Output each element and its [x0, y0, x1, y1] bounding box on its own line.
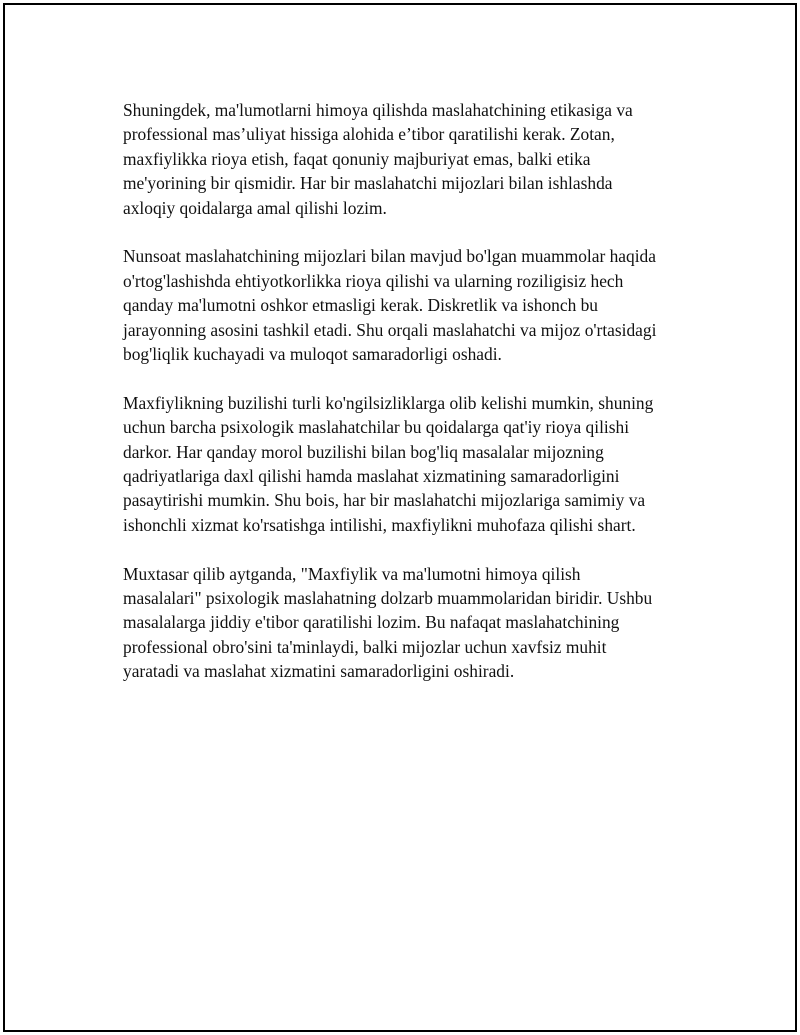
- paragraph-4: Muxtasar qilib aytganda, "Maxfiylik va ma'lumotni himoya qilish masalalari" psixologik maslahatning dolzarb muammolaridan biridir. Ushbu masalalarga jiddiy e'tibor qaratilishi lozim. Bu nafaqat maslahatchining professional obro'sini ta'minlaydi, balki mijozlar uchun xavfsiz muhit yaratadi va maslahat xizmatini samaradorligini oshiradi.: [123, 563, 653, 682]
- paragraph-3: Maxfiylikning buzilishi turli ko'ngilsizliklarga olib kelishi mumkin, shuning uchun barcha psixologik maslahatchilar bu qoidalarga qat'iy rioya qilishi darkor. Har qanday morol buzilishi bilan bog'liq masalalar mijozning qadriyatlariga daxl qilishi hamda maslahat xizmatining samaradorligini pasaytirishi mumkin. Shu bois, har bir maslahatchi mijozlariga samimiy va ishonchli xizmat ko'rsatishga intilishi, maxfiylikni muhofaza qilishi shart.: [123, 392, 654, 535]
- paragraph-1: Shuningdek, ma'lumotlarni himoya qilishda maslahatchining etikasiga va professional mas’uliyat hissiga alohida e’tibor qaratilishi kerak. Zotan, maxfiylikka rioya etish, faqat qonuniy majburiyat emas, balki etika me'yorining bir qismidir. Har bir maslahatchi mijozlari bilan ishlashda axloqiy qoidalarga amal qilishi lozim.: [123, 100, 633, 218]
- paragraph-2: Nunsoat maslahatchining mijozlari bilan mavjud bo'lgan muammolar haqida o'rtog'lashishda ehtiyotkorlikka rioya qilishi va ularning roziligisiz hech qanday ma'lumotni oshkor etmasligi kerak. Diskretlik va ishonch bu jarayonning asosini tashkil etadi. Shu orqali maslahatchi va mijoz o'rtasidagi bog'liqlik kuchayadi va muloqot samaradorligi oshadi.: [123, 246, 657, 365]
- page-frame: [3, 3, 797, 1032]
- document-body: [123, 98, 703, 684]
